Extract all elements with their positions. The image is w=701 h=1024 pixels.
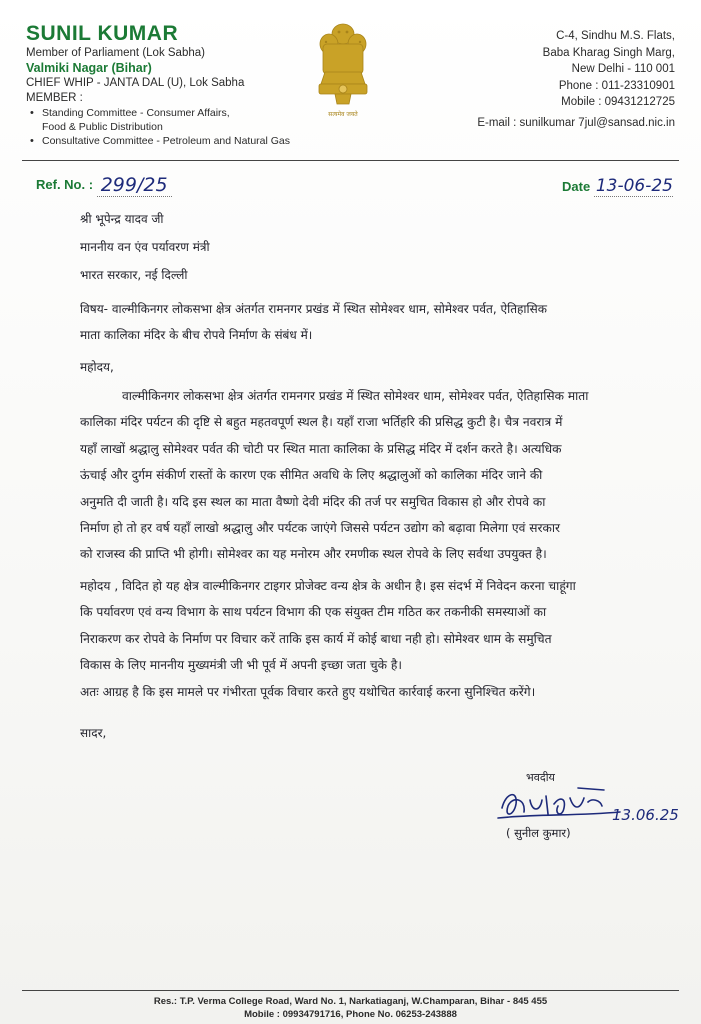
- paragraph-line: को राजस्व की प्राप्ति भी होगी। सोमेश्वर का यह मनोरम और रमणीक स्थल रोपवे के लिए सर्वथा उपयुक्त है।: [80, 547, 547, 562]
- handwritten-signature: [496, 778, 626, 826]
- mobile-line: Mobile : 09431212725: [561, 96, 675, 108]
- committee-item: • Consultative Committee - Petroleum and Natural Gas: [26, 134, 356, 148]
- mp-role: Member of Parliament (Lok Sabha): [26, 47, 205, 59]
- paragraph-line: अनुमति दी जाती है। यदि इस स्थल का माता वैष्णो देवी मंदिर की तर्ज पर समुचित विकास हो और रोपवे का: [80, 494, 546, 509]
- paragraph-line: विकास के लिए माननीय मुख्यमंत्री जी भी पूर्व में अपनी इच्छा जता चुके है।: [80, 658, 402, 673]
- mp-name: SUNIL KUMAR: [26, 22, 179, 45]
- email-line: E-mail : sunilkumar 7jul@sansad.nic.in: [477, 116, 675, 129]
- signature-date: 13.06.25: [612, 806, 679, 824]
- signatory-name: ( सुनील कुमार): [506, 826, 571, 840]
- phone-line: Phone : 011-23310901: [558, 79, 675, 92]
- address-line: New Delhi - 110 001: [571, 63, 675, 75]
- addressee-office: भारत सरकार, नई दिल्ली: [80, 268, 188, 282]
- paragraph-line: ऊंचाई और दुर्गम संकीर्ण रास्तों के कारण एक सीमित अवधि के लिए श्रद्धालुओं को कालिका मंदिर जाने की: [80, 468, 543, 483]
- ref-number: [36, 172, 172, 194]
- addressee-title: माननीय वन एंव पर्यावरण मंत्री: [80, 240, 210, 254]
- paragraph-line: महोदय , विदित हो यह क्षेत्र वाल्मीकिनगर टाइगर प्रोजेक्ट वन्य क्षेत्र के अधीन है। इस संदर्भ में निवेदन करना चाहूंगा: [80, 579, 576, 593]
- date-label: Date: [562, 179, 591, 194]
- paragraph-line: वाल्मीकिनगर लोकसभा क्षेत्र अंतर्गत रामनगर प्रखंड में स्थित सोमेश्वर धाम, सोमेश्वर पर्वत, ऐतिहासिक माता: [122, 389, 589, 403]
- paragraph-line: अतः आग्रह है कि इस मामले पर गंभीरता पूर्वक विचार करते हुए यथोचित कार्रवाई करना सुनिश्चित करेंगे।: [80, 684, 536, 699]
- paragraph-line: कि पर्यावरण एवं वन्य विभाग के साथ पर्यटन विभाग की एक संयुक्त टीम गठित कर तकनीकी समस्याओं का: [80, 605, 547, 620]
- header-divider: [22, 160, 679, 161]
- paragraph-line: निराकरण कर रोपवे के निर्माण पर विचार करें ताकि इस कार्य में कोई बाधा नही हो। सोमेश्वर धाम के समुचित: [80, 631, 552, 646]
- subject-line-2: माता कालिका मंदिर के बीच रोपवे निर्माण के संबंध में।: [80, 328, 313, 342]
- address-line: Baba Kharag Singh Marg,: [542, 46, 675, 59]
- footer-phone: Mobile : 09934791716, Phone No. 06253-243888: [244, 1009, 457, 1020]
- address-line: C-4, Sindhu M.S. Flats,: [556, 30, 675, 42]
- ref-value: 299/25: [97, 174, 172, 197]
- footer-address: Res.: T.P. Verma College Road, Ward No. 1, Narkatiaganj, W.Champaran, Bihar - 845 455: [153, 996, 548, 1007]
- ref-label: Ref. No. :: [36, 177, 94, 192]
- closing: सादर,: [80, 726, 107, 740]
- emblem-caption: सत्यमेव जयते: [328, 111, 358, 118]
- body-paragraph-1: [80, 383, 680, 568]
- national-emblem-icon: [305, 14, 381, 122]
- body-paragraph-2: [80, 573, 680, 705]
- footer-divider: [22, 990, 679, 991]
- subject-line: विषय- वाल्मीकिनगर लोकसभा क्षेत्र अंतर्गत रामनगर प्रखंड में स्थित सोमेश्वर धाम, सोमेश्वर पर्वत, ऐतिहासिक: [80, 302, 547, 316]
- paragraph-line: कालिका मंदिर पर्यटन की दृष्टि से बहुत महतवपूर्ण स्थल है। यहाँ राजा भर्तिहरि की प्रसिद्ध कुटी है। चैत्र नवरात्र में: [80, 415, 563, 430]
- signature-title: भवदीय: [526, 771, 555, 784]
- committee-item-cont: Food & Public Distribution: [42, 121, 163, 133]
- constituency: Valmiki Nagar (Bihar): [26, 61, 152, 75]
- paragraph-line: यहाँ लाखों श्रद्धालु सोमेश्वर पर्वत की चोटी पर स्थित माता कालिका के प्रसिद्ध मंदिर में दर्शन करते है। अत्यधिक: [80, 441, 562, 456]
- date-value: 13-06-25: [595, 176, 673, 196]
- paragraph-line: निर्माण हो तो हर वर्ष यहाँ लाखो श्रद्धालु और पर्यटक जाएंगे जिससे पर्यटन उद्योग को बढ़ावा मिलेगा एवं सरकार: [80, 521, 561, 536]
- letter-date: [562, 176, 673, 196]
- member-label: MEMBER :: [26, 92, 83, 104]
- addressee-name: श्री भूपेन्द्र यादव जी: [80, 212, 164, 226]
- salutation: महोदय,: [80, 360, 114, 374]
- whip-title: CHIEF WHIP - JANTA DAL (U), Lok Sabha: [26, 77, 245, 89]
- letterhead-right: [415, 28, 675, 131]
- committee-item: • Standing Committee - Consumer Affairs,: [26, 106, 356, 120]
